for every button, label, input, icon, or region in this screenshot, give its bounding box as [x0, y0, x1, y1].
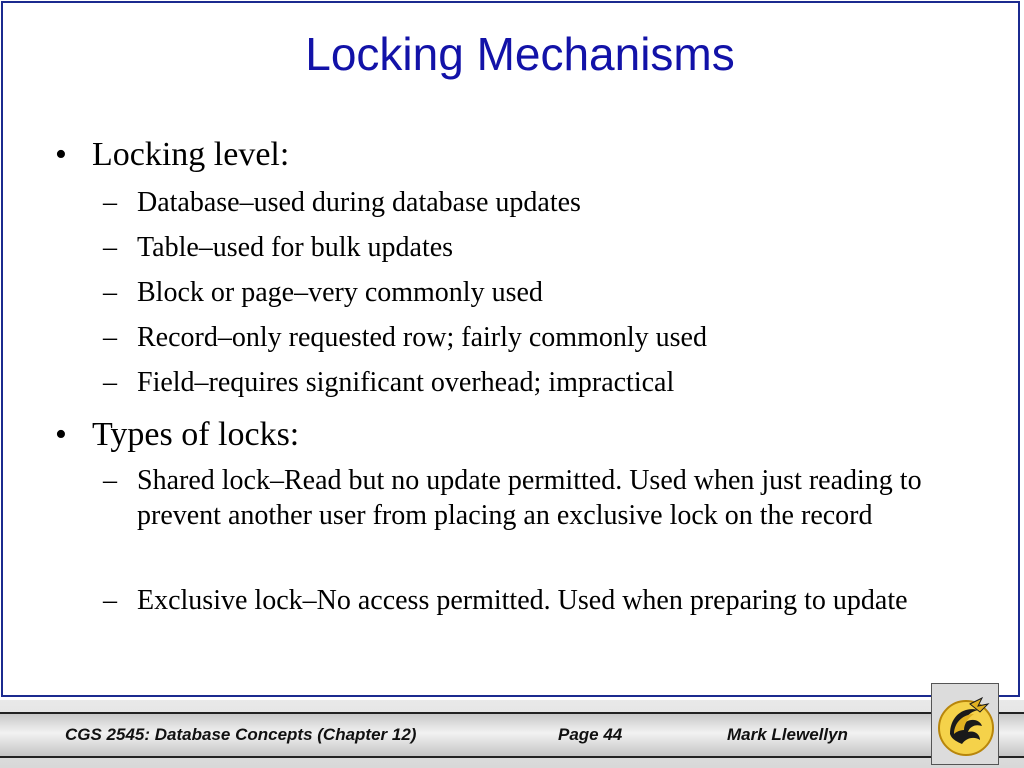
dash-icon: – — [103, 465, 117, 496]
footer-course: CGS 2545: Database Concepts (Chapter 12) — [65, 725, 417, 744]
bullet-heading: Locking level: — [92, 136, 290, 173]
bullet-icon: • — [55, 416, 67, 453]
dash-icon: – — [103, 187, 117, 218]
sub-item-text: Shared lock–Read but no update permitted. Used when just reading to prevent another user from placing an exclusive lock on the record — [137, 465, 922, 531]
dash-icon: – — [103, 322, 117, 353]
sub-item-text: Exclusive lock–No access permitted. Used when preparing to update — [137, 585, 908, 616]
dash-icon: – — [103, 585, 117, 616]
pegasus-logo-icon — [936, 694, 996, 758]
sub-item-text: Block or page–very commonly used — [137, 277, 543, 308]
bullet-icon: • — [55, 136, 67, 173]
sub-item-text: Table–used for bulk updates — [137, 232, 454, 263]
sub-item-text: Database–used during database updates — [137, 187, 581, 218]
footer-author: Mark Llewellyn — [727, 725, 848, 744]
dash-icon: – — [103, 232, 117, 263]
slide-title: Locking Mechanisms — [305, 28, 735, 80]
logo-box — [931, 683, 999, 765]
sub-item-text: Record–only requested row; fairly commonly used — [137, 322, 707, 353]
sub-item-text: Field–requires significant overhead; impractical — [137, 367, 675, 398]
dash-icon: – — [103, 367, 117, 398]
bullet-heading: Types of locks: — [92, 416, 300, 453]
dash-icon: – — [103, 277, 117, 308]
footer-page-number: Page 44 — [558, 725, 623, 744]
